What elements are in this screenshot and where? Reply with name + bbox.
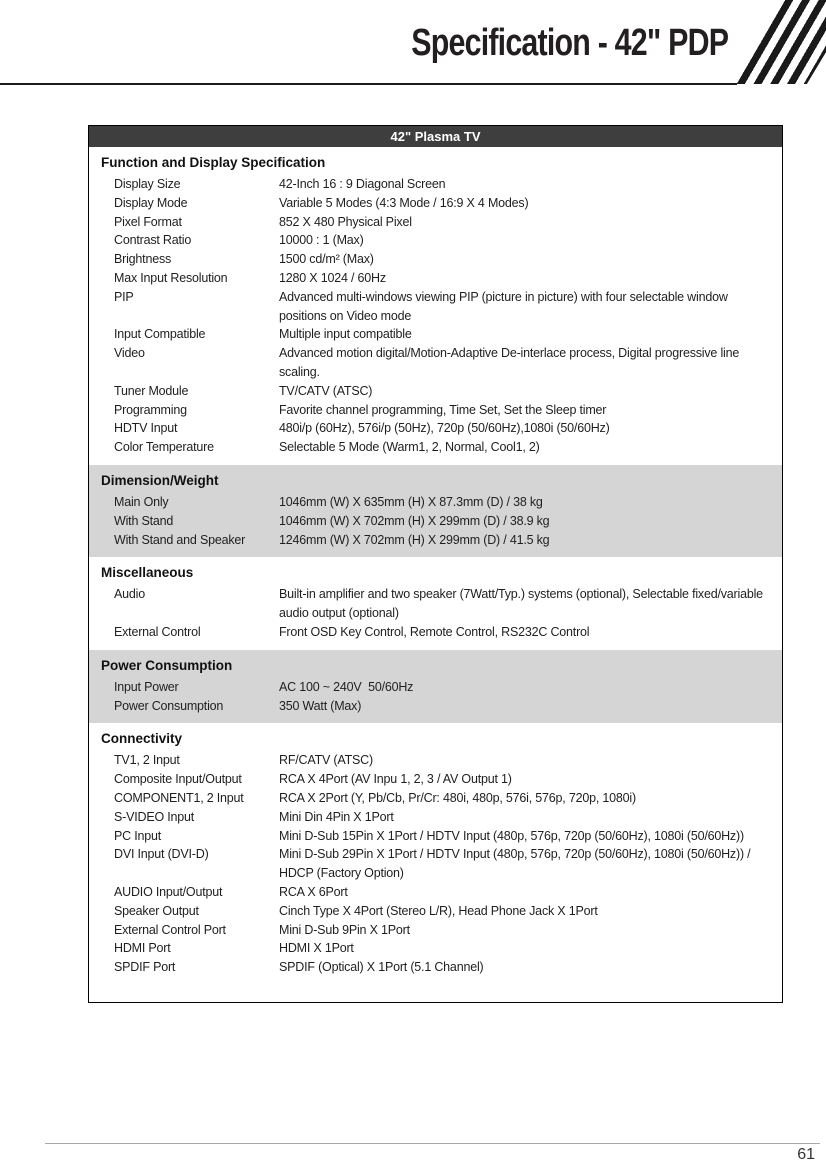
spec-value: RCA X 2Port (Y, Pb/Cb, Pr/Cr: 480i, 480p, 576i, 576p, 720p, 1080i) — [279, 790, 636, 805]
table-sections — [89, 147, 782, 985]
spec-row — [114, 845, 776, 883]
spec-row — [114, 921, 776, 940]
spec-value: TV/CATV (ATSC) — [279, 383, 373, 398]
corner-stripes-decoration — [735, 0, 826, 84]
spec-label: TV1, 2 Input — [114, 753, 180, 768]
spec-row — [114, 194, 776, 213]
spec-label: Speaker Output — [114, 903, 199, 918]
spec-label: COMPONENT1, 2 Input — [114, 790, 244, 805]
spec-row — [114, 325, 776, 344]
spec-value: HDMI X 1Port — [279, 941, 354, 956]
spec-label: Contrast Ratio — [114, 233, 192, 248]
spec-row — [114, 939, 776, 958]
section-title: Power Consumption — [101, 657, 233, 673]
spec-row — [114, 401, 776, 420]
spec-label: Input Power — [114, 679, 179, 694]
spec-label: Power Consumption — [114, 698, 224, 713]
spec-row — [114, 231, 776, 250]
spec-label: HDTV Input — [114, 421, 178, 436]
spec-row — [114, 419, 776, 438]
spec-value: Favorite channel programming, Time Set, Set the Sleep timer — [279, 402, 607, 417]
spec-label: Main Only — [114, 494, 169, 509]
spec-value: AC 100 ~ 240V 50/60Hz — [279, 679, 414, 694]
footer-rule — [45, 1143, 820, 1144]
spec-row — [114, 902, 776, 921]
section-connectivity — [89, 723, 782, 985]
spec-label: External Control — [114, 624, 201, 639]
section-dimension-weight — [89, 465, 782, 557]
spec-table — [88, 125, 783, 1003]
spec-row — [114, 678, 776, 697]
spec-value: 42-Inch 16 : 9 Diagonal Screen — [279, 177, 446, 191]
section-title: Miscellaneous — [101, 565, 194, 581]
section-power-consumption — [89, 650, 782, 724]
spec-row — [114, 250, 776, 269]
spec-value: Mini D-Sub 29Pin X 1Port / HDTV Input (480p, 576p, 720p (50/60Hz), 1080i (50/60Hz)) / HDCP (Factory Option) — [279, 847, 754, 881]
spec-row — [114, 269, 776, 288]
spec-row — [114, 585, 776, 623]
spec-row — [114, 770, 776, 789]
spec-label: Video — [114, 346, 145, 361]
spec-value: Mini Din 4Pin X 1Port — [279, 809, 394, 824]
spec-row — [114, 958, 776, 977]
spec-label: With Stand and Speaker — [114, 532, 246, 547]
spec-value: RCA X 6Port — [279, 884, 348, 899]
spec-value: Cinch Type X 4Port (Stereo L/R), Head Phone Jack X 1Port — [279, 903, 598, 918]
spec-value: Front OSD Key Control, Remote Control, RS232C Control — [279, 624, 590, 639]
spec-value: 10000 : 1 (Max) — [279, 233, 364, 248]
table-header: 42" Plasma TV — [89, 126, 782, 147]
section-function-and-display-specification — [89, 147, 782, 465]
spec-row — [114, 531, 776, 550]
spec-value: Selectable 5 Mode (Warm1, 2, Normal, Cool1, 2) — [279, 440, 540, 455]
spec-label: DVI Input (DVI-D) — [114, 847, 209, 862]
spec-label: PIP — [114, 289, 134, 304]
spec-label: Max Input Resolution — [114, 270, 228, 285]
spec-value: Advanced motion digital/Motion-Adaptive De-interlace process, Digital progressive line scaling. — [279, 346, 743, 379]
spec-label: Audio — [114, 587, 145, 602]
section-title: Function and Display Specification — [101, 155, 326, 170]
section-title: Dimension/Weight — [101, 472, 219, 488]
spec-value: 1246mm (W) X 702mm (H) X 299mm (D) / 41.5 kg — [279, 532, 550, 547]
spec-label: Display Mode — [114, 195, 188, 210]
spec-value: 852 X 480 Physical Pixel — [279, 214, 412, 229]
spec-row — [114, 883, 776, 902]
spec-label: External Control Port — [114, 922, 226, 937]
spec-value: 1500 cd/m² (Max) — [279, 252, 374, 267]
spec-label: SPDIF Port — [114, 960, 176, 975]
spec-label: Composite Input/Output — [114, 772, 242, 787]
spec-row — [114, 623, 776, 642]
spec-row — [114, 175, 776, 194]
spec-label: PC Input — [114, 828, 162, 843]
spec-value: Mini D-Sub 9Pin X 1Port — [279, 922, 410, 937]
spec-label: AUDIO Input/Output — [114, 884, 223, 899]
spec-label: Brightness — [114, 252, 172, 267]
spec-value: Variable 5 Modes (4:3 Mode / 16:9 X 4 Modes) — [279, 195, 529, 210]
spec-value: Built-in amplifier and two speaker (7Watt/Typ.) systems (optional), Selectable fixed/variable audio output (optional) — [279, 587, 767, 621]
spec-label: Color Temperature — [114, 440, 214, 455]
spec-label: With Stand — [114, 513, 174, 528]
spec-value: Advanced multi-windows viewing PIP (picture in picture) with four selectable window positions on Video mode — [279, 289, 731, 323]
header-rule — [0, 83, 737, 85]
spec-value: 1046mm (W) X 635mm (H) X 87.3mm (D) / 38 kg — [279, 494, 543, 509]
spec-value: 480i/p (60Hz), 576i/p (50Hz), 720p (50/60Hz),1080i (50/60Hz) — [279, 421, 610, 436]
spec-row — [114, 382, 776, 401]
spec-label: HDMI Port — [114, 941, 171, 956]
spec-row — [114, 789, 776, 808]
spec-row — [114, 288, 776, 326]
spec-row — [114, 213, 776, 232]
spec-value: Mini D-Sub 15Pin X 1Port / HDTV Input (480p, 576p, 720p (50/60Hz), 1080i (50/60Hz)) — [279, 828, 744, 843]
section-title: Connectivity — [101, 731, 183, 747]
spec-value: 350 Watt (Max) — [279, 698, 362, 713]
spec-row — [114, 344, 776, 382]
spec-label: Display Size — [114, 177, 181, 191]
spec-value: 1280 X 1024 / 60Hz — [279, 270, 386, 285]
spec-label: S-VIDEO Input — [114, 809, 195, 824]
spec-row — [114, 493, 776, 512]
spec-row — [114, 751, 776, 770]
spec-row — [114, 808, 776, 827]
spec-row — [114, 827, 776, 846]
spec-label: Tuner Module — [114, 383, 189, 398]
spec-value: RF/CATV (ATSC) — [279, 753, 373, 768]
spec-value: 1046mm (W) X 702mm (H) X 299mm (D) / 38.9 kg — [279, 513, 550, 528]
page-title: Specification - 42" PDP — [411, 22, 728, 64]
spec-label: Input Compatible — [114, 327, 206, 342]
spec-row — [114, 697, 776, 716]
spec-row — [114, 512, 776, 531]
page-number: 61 — [797, 1146, 815, 1163]
spec-label: Programming — [114, 402, 187, 417]
spec-value: RCA X 4Port (AV Inpu 1, 2, 3 / AV Output 1) — [279, 772, 512, 787]
spec-row — [114, 438, 776, 457]
spec-value: SPDIF (Optical) X 1Port (5.1 Channel) — [279, 960, 484, 975]
spec-label: Pixel Format — [114, 214, 182, 229]
section-miscellaneous — [89, 557, 782, 649]
spec-value: Multiple input compatible — [279, 327, 412, 342]
